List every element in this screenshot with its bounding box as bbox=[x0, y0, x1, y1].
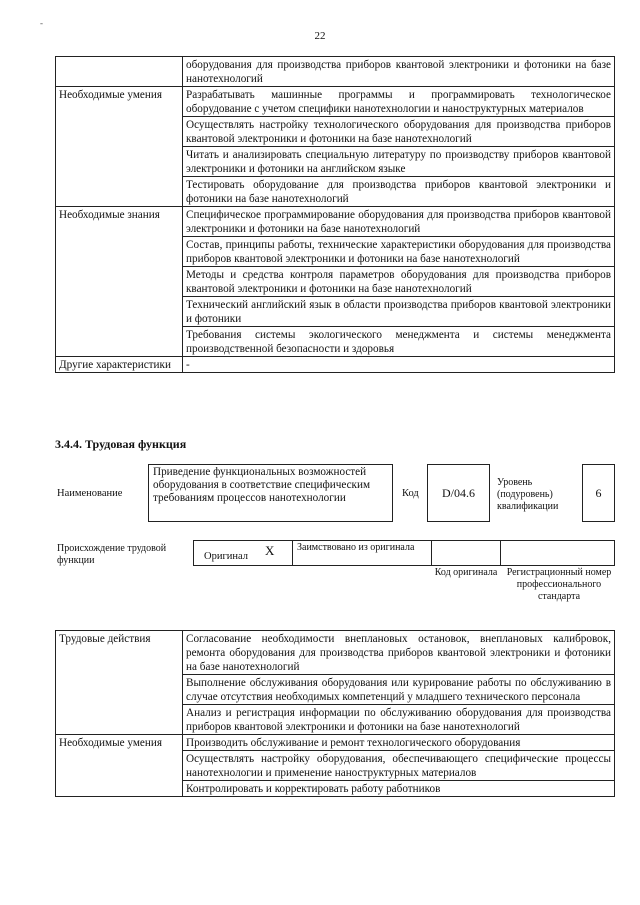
row-label: Необходимые умения bbox=[56, 735, 183, 797]
table-row bbox=[56, 735, 615, 751]
original-label: Оригинал bbox=[204, 551, 248, 562]
row-value: Осуществлять настройку технологического оборудования для производства приборов квантовой электроники и фотоники на базе нанотехнологий bbox=[183, 117, 615, 147]
level-value: 6 bbox=[582, 464, 615, 522]
borrowed-label: Заимствовано из оригинала bbox=[297, 542, 415, 553]
row-value: - bbox=[183, 357, 615, 373]
table-row bbox=[56, 87, 615, 117]
corner-mark: - bbox=[40, 18, 43, 28]
row-value: Осуществлять настройку оборудования, обеспечивающего специфические процессы нанотехнологии и применение наноструктурных материалов bbox=[183, 751, 615, 781]
row-label: Трудовые действия bbox=[56, 631, 183, 735]
reg-number-cell bbox=[500, 540, 615, 566]
row-value: Разрабатывать машинные программы и программировать технологическое оборудование с учетом специфики нанотехнологии и наноструктурных материалов bbox=[183, 87, 615, 117]
reg-number-caption: Регистрационный номер профессионального стандарта bbox=[506, 567, 612, 602]
row-label: Необходимые умения bbox=[56, 87, 183, 207]
origin-label: Происхождение трудовой функции bbox=[57, 543, 167, 566]
row-value: Технический английский язык в области производства приборов квантовой электроники и фотоники bbox=[183, 297, 615, 327]
row-value: Состав, принципы работы, технические характеристики оборудования для производства приборов квантовой электроники и фотоники на базе нанотехнологий bbox=[183, 237, 615, 267]
row-value: Тестировать оборудование для производства приборов квантовой электроники и фотоники на базе нанотехнологий bbox=[183, 177, 615, 207]
row-label: Необходимые знания bbox=[56, 207, 183, 357]
row-label: Другие характеристики bbox=[56, 357, 183, 373]
origin-code-caption: Код оригинала bbox=[434, 567, 498, 578]
name-label: Наименование bbox=[57, 488, 123, 499]
table-row bbox=[56, 357, 615, 373]
table-row bbox=[56, 631, 615, 675]
original-mark: X bbox=[265, 543, 275, 558]
row-value: Анализ и регистрация информации по обслуживанию оборудования для производства приборов квантовой электроники и фотоники на базе нанотехнологий bbox=[183, 705, 615, 735]
row-value: Согласование необходимости внеплановых остановок, внеплановых калибровок, ремонта оборудования для производства приборов квантовой электроники и фотоники на базе нанотехнологий bbox=[183, 631, 615, 675]
code-value: D/04.6 bbox=[427, 464, 490, 522]
row-value: Контролировать и корректировать работу работников bbox=[183, 781, 615, 797]
name-value: Приведение функциональных возможностей оборудования в соответствие специфическим требованиям процессов нанотехнологии bbox=[148, 464, 393, 522]
row-value: Методы и средства контроля параметров оборудования для производства приборов квантовой электроники и фотоники на базе нанотехнологий bbox=[183, 267, 615, 297]
table-row bbox=[56, 207, 615, 237]
table-row bbox=[56, 57, 615, 87]
section-title: 3.4.4. Трудовая функция bbox=[55, 437, 187, 451]
borrowed-cell bbox=[292, 540, 432, 566]
row-value: Выполнение обслуживания оборудования или курирование работы по обслуживанию в случае отсутствия необходимых компетенций у младшего технического персонала bbox=[183, 675, 615, 705]
labor-actions-table bbox=[55, 630, 615, 797]
row-value: Специфическое программирование оборудования для производства приборов квантовой электроники и фотоники на базе нанотехнологий bbox=[183, 207, 615, 237]
row-value: оборудования для производства приборов квантовой электроники и фотоники на базе нанотехнологий bbox=[183, 57, 615, 87]
row-label bbox=[56, 57, 183, 87]
page-number: 22 bbox=[314, 30, 326, 42]
row-value: Читать и анализировать специальную литературу по производству приборов квантовой электроники и фотоники на английском языке bbox=[183, 147, 615, 177]
original-cell bbox=[193, 540, 293, 566]
code-label: Код bbox=[402, 488, 419, 499]
level-label: Уровень (подуровень) квалификации bbox=[497, 477, 559, 512]
origin-code-cell bbox=[431, 540, 501, 566]
skills-knowledge-table bbox=[55, 56, 615, 373]
row-value: Производить обслуживание и ремонт технологического оборудования bbox=[183, 735, 615, 751]
row-value: Требования системы экологического менеджмента и системы менеджмента производственной безопасности и здоровья bbox=[183, 327, 615, 357]
